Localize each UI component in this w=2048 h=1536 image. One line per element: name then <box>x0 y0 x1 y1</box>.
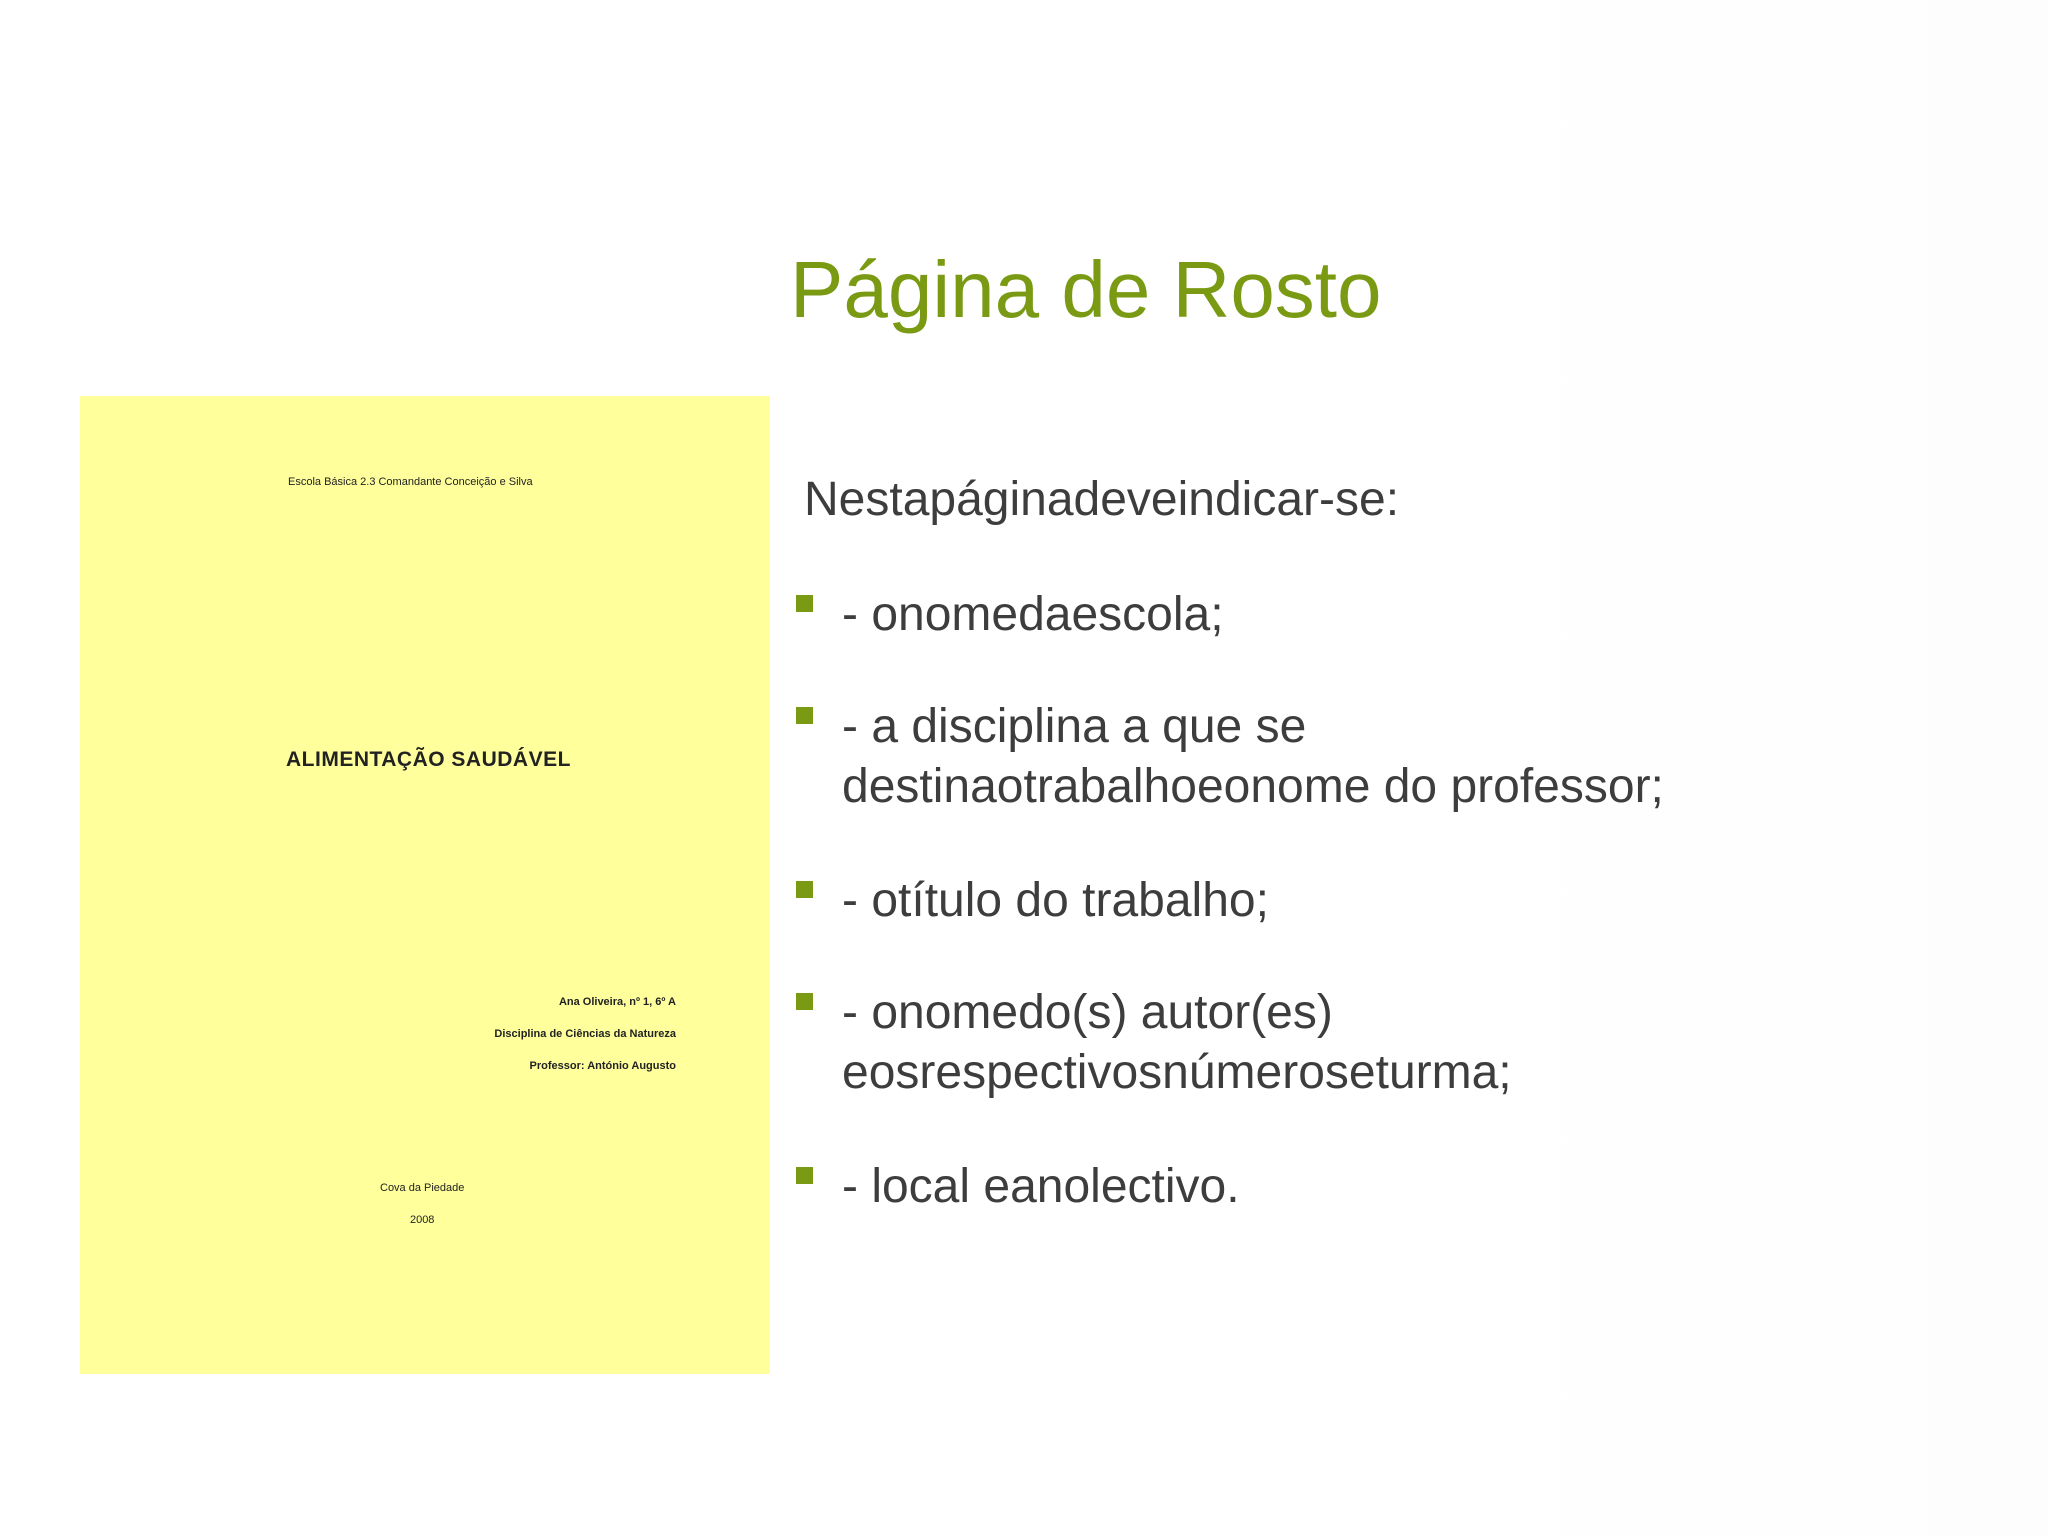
cover-place: Cova da Piedade <box>380 1182 465 1194</box>
bullet-text: - otítulo do trabalho; <box>842 874 1269 927</box>
bullet-text: - local eanolectivo. <box>842 1160 1240 1213</box>
bullet-text-continuation: eosrespectivosnúmeroseturma; <box>842 1046 1512 1099</box>
cover-page-image <box>80 396 770 1374</box>
bullet-text: - a disciplina a que se <box>842 700 1307 753</box>
bullet-item <box>794 697 1664 817</box>
cover-discipline: Disciplina de Ciências da Natureza <box>494 1028 676 1040</box>
square-bullet-icon <box>796 881 813 898</box>
intro-text: Nestapáginadeveindicar-se: <box>804 473 1400 526</box>
bullet-item <box>794 983 1512 1103</box>
square-bullet-icon <box>796 1167 813 1184</box>
cover-title: ALIMENTAÇÃO SAUDÁVEL <box>286 748 571 771</box>
cover-place-year <box>380 1172 464 1236</box>
cover-author-block <box>494 986 676 1082</box>
bullet-text: - onomedaescola; <box>842 588 1224 641</box>
bullet-item <box>794 871 1269 931</box>
bullet-item <box>794 585 1224 645</box>
bullet-item <box>794 1157 1240 1217</box>
square-bullet-icon <box>796 993 813 1010</box>
cover-author: Ana Oliveira, nº 1, 6º A <box>558 996 676 1008</box>
cover-teacher: Professor: António Augusto <box>529 1060 676 1072</box>
square-bullet-icon <box>796 595 813 612</box>
bullet-text: - onomedo(s) autor(es) <box>842 986 1333 1039</box>
square-bullet-icon <box>796 707 813 724</box>
bullet-text-continuation: destinaotrabalhoeonome do professor; <box>842 760 1664 813</box>
cover-year: 2008 <box>409 1214 435 1226</box>
cover-school-name: Escola Básica 2.3 Comandante Conceição e Silva <box>288 476 533 488</box>
slide-title: Página de Rosto <box>790 245 1382 334</box>
